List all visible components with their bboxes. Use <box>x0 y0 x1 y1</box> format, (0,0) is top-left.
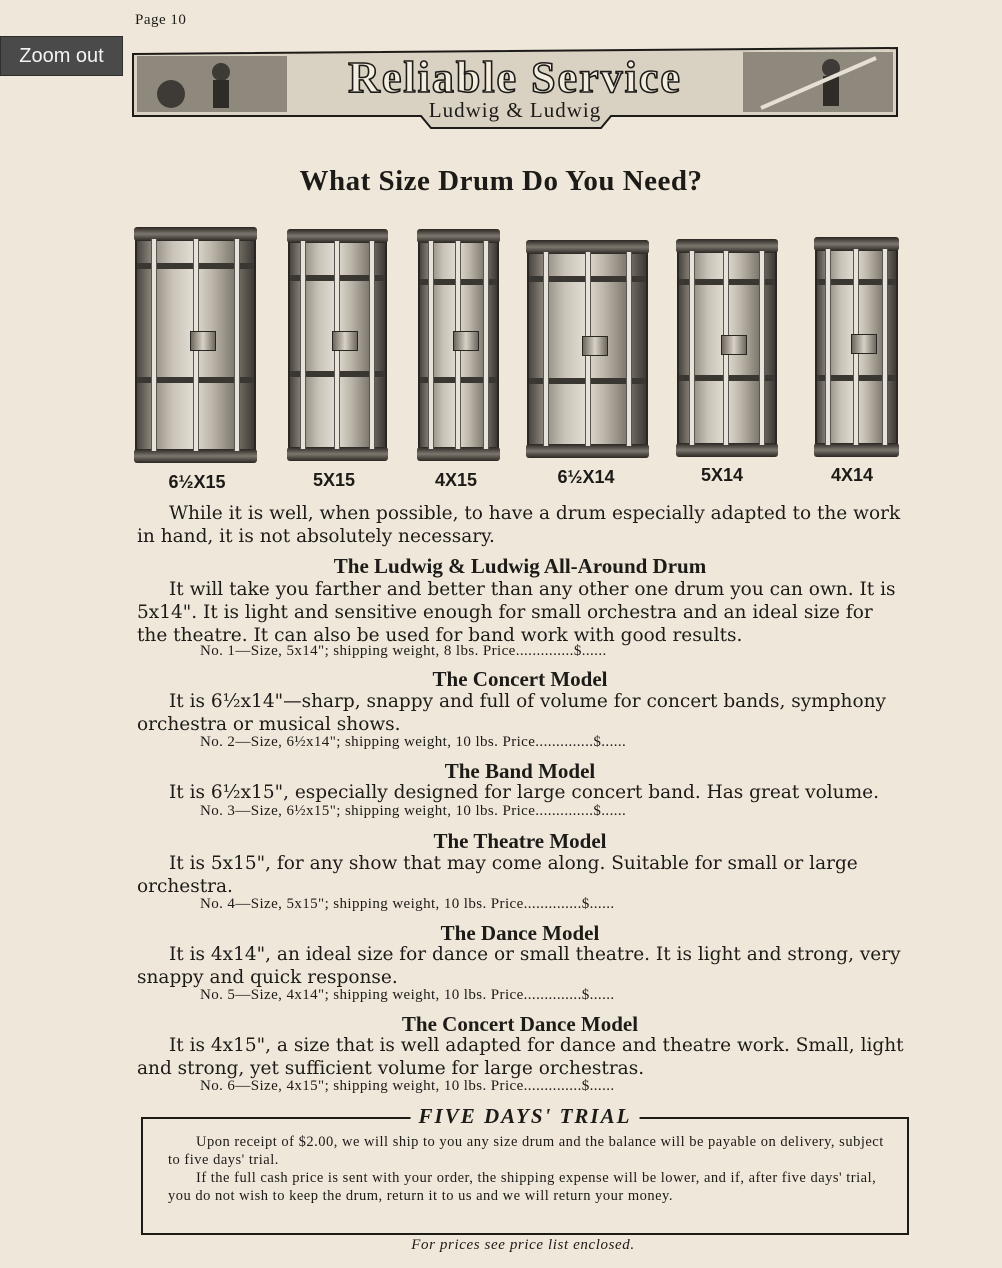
model-description: It is 4x15", a size that is well adapted for dance and theatre work. Small, light and strong, yet sufficient volume for large orchestras. <box>137 1035 904 1079</box>
intro-paragraph: While it is well, when possible, to have a drum especially adapted to the work in hand, it is not absolutely necessary. <box>137 503 901 547</box>
zoom-out-button[interactable]: Zoom out <box>0 36 123 76</box>
drum-image-6-5x15 <box>135 227 256 463</box>
model-spec: No. 4—Size, 5x15"; shipping weight, 10 lbs. Price..............$...... <box>200 896 615 912</box>
model-description: It is 6½x15", especially designed for large concert band. Has great volume. <box>169 782 879 803</box>
model-title: The Band Model <box>444 759 596 783</box>
five-days-trial-box <box>141 1104 909 1235</box>
model-title: The Ludwig & Ludwig All-Around Drum <box>333 554 707 578</box>
model-title: The Dance Model <box>440 921 600 945</box>
page-heading: What Size Drum Do You Need? <box>299 165 703 197</box>
model-description: It will take you farther and better than any other one drum you can own. It is 5x14". It is light and sensitive enough for small orchestra and an ideal size for the theatre. It can also be used for band work with good results. <box>137 579 896 646</box>
drum-label: 6½X15 <box>168 472 226 492</box>
drum-label: 4X14 <box>830 465 874 485</box>
footer-note: For prices see price list enclosed. <box>411 1237 635 1253</box>
drum-image-4x14 <box>815 237 898 457</box>
model-spec: No. 2—Size, 6½x14"; shipping weight, 10 lbs. Price..............$...... <box>200 734 627 750</box>
model-title: The Concert Dance Model <box>401 1012 639 1036</box>
model-spec: No. 5—Size, 4x14"; shipping weight, 10 lbs. Price..............$...... <box>200 987 615 1003</box>
banner-subtitle: Ludwig & Ludwig <box>428 98 602 122</box>
model-description: It is 4x14", an ideal size for dance or small theatre. It is light and strong, very snappy and quick response. <box>137 944 901 988</box>
model-title: The Theatre Model <box>433 829 607 853</box>
model-spec: No. 1—Size, 5x14"; shipping weight, 8 lbs. Price..............$...... <box>200 643 607 659</box>
page-number: Page 10 <box>135 12 187 28</box>
drum-label: 5X15 <box>312 470 356 490</box>
model-description: It is 5x15", for any show that may come along. Suitable for small or large orchestra. <box>137 853 858 897</box>
drum-image-4x15 <box>418 229 499 461</box>
drum-label: 5X14 <box>700 465 744 485</box>
drum-label: 4X15 <box>434 470 478 490</box>
model-description: It is 6½x14"—sharp, snappy and full of volume for concert bands, symphony orchestra or musical shows. <box>137 691 886 735</box>
drum-image-5x14 <box>677 239 777 457</box>
trial-paragraph-1: Upon receipt of $2.00, we will ship to you any size drum and the balance will be payable on delivery, subject to five days' trial. <box>168 1134 884 1168</box>
drum-image-5x15 <box>288 229 387 461</box>
drum-label: 6½X14 <box>557 467 615 487</box>
trial-title: FIVE DAYS' TRIAL <box>411 1104 640 1129</box>
model-spec: No. 3—Size, 6½x15"; shipping weight, 10 lbs. Price..............$...... <box>200 803 627 819</box>
trial-paragraph-2: If the full cash price is sent with your order, the shipping expense will be lower, and if, after five days' trial, you do not wish to keep the drum, return it to us and we will return your money. <box>168 1170 877 1204</box>
model-spec: No. 6—Size, 4x15"; shipping weight, 10 lbs. Price..............$...... <box>200 1078 615 1094</box>
drum-image-6-5x14 <box>527 240 648 458</box>
banner-title: Reliable Service <box>348 53 682 102</box>
banner <box>131 46 899 130</box>
model-title: The Concert Model <box>432 667 608 691</box>
